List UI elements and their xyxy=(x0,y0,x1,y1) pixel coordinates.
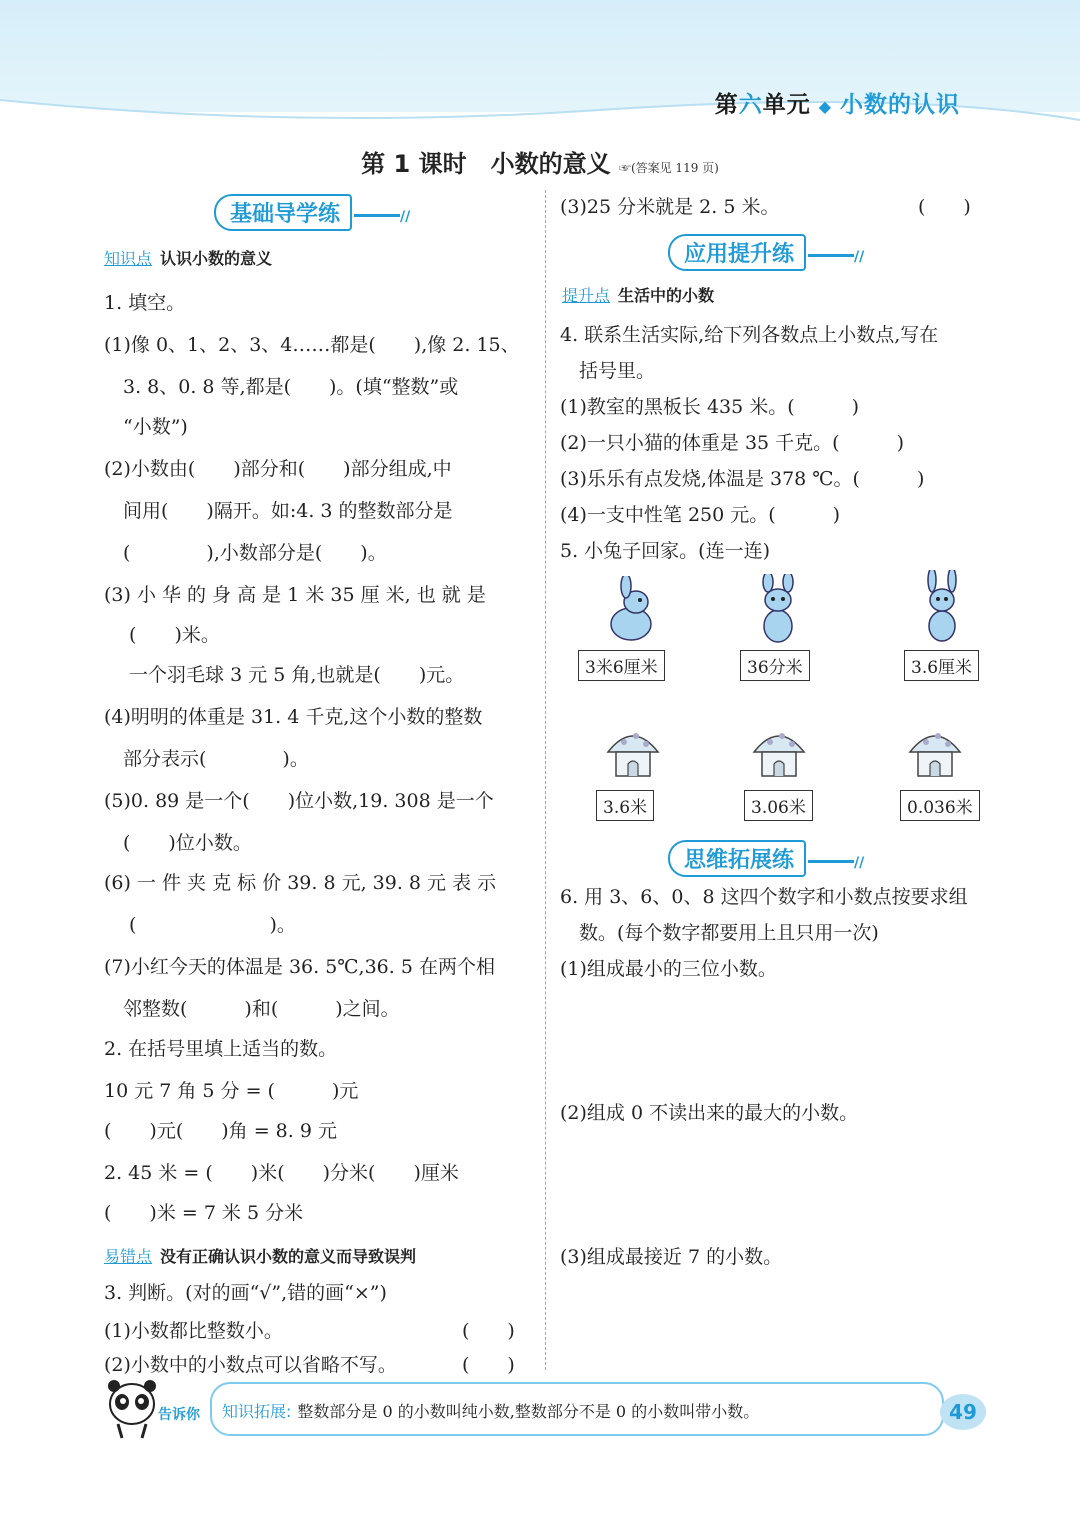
panda-mascot-icon xyxy=(104,1376,160,1440)
q6-item-1: (1)组成最小的三位小数。 xyxy=(560,958,777,980)
left-line-21: ( )元( )角 = 8. 9 元 xyxy=(104,1120,337,1142)
q6-stem-1: 6. 用 3、6、0、8 这四个数字和小数点按要求组 xyxy=(560,886,968,908)
footer-tip-label: 知识拓展: xyxy=(222,1402,292,1421)
section-applied-practice: 应用提升练 // xyxy=(668,234,864,271)
q3-item-3-answer[interactable]: ( ) xyxy=(918,196,971,218)
left-line-22: 2. 45 米 = ( )米( )分米( )厘米 xyxy=(104,1162,459,1184)
left-line-2: (1)像 0、1、2、3、4……都是( ),像 2. 15、 xyxy=(104,334,520,356)
right-line-3: (1)教室的黑板长 435 米。( ) xyxy=(560,396,860,418)
improve-tag-desc: 生活中的小数 xyxy=(618,286,715,305)
section-thinking-b: 拓展练 xyxy=(728,848,795,873)
left-line-9: ( )米。 xyxy=(104,624,220,646)
q6-item-3: (3)组成最接近 7 的小数。 xyxy=(560,1246,783,1268)
house-label-3[interactable]: 0.036米 xyxy=(900,790,980,821)
left-line-19: 2. 在括号里填上适当的数。 xyxy=(104,1038,338,1060)
house-label-1[interactable]: 3.6米 xyxy=(596,790,654,821)
q3-item-2: (2)小数中的小数点可以省略不写。 xyxy=(104,1354,397,1376)
rabbit-image-2 xyxy=(746,574,810,646)
mushroom-house-3 xyxy=(906,726,964,780)
rabbit-image-1 xyxy=(596,576,666,646)
knowledge-point-tag xyxy=(104,246,272,269)
lesson-title xyxy=(0,144,1080,179)
left-line-16: ( )。 xyxy=(104,914,296,936)
rabbit-label-2[interactable]: 36分米 xyxy=(740,650,810,681)
q3-item-1: (1)小数都比整数小。 xyxy=(104,1320,283,1342)
left-line-18: 邻整数( )和( )之间。 xyxy=(104,998,400,1020)
right-line-2: 括号里。 xyxy=(560,360,656,382)
left-line-11: (4)明明的体重是 31. 4 千克,这个小数的整数 xyxy=(104,706,483,728)
unit-title xyxy=(715,86,960,119)
error-tag-desc: 没有正确认识小数的意义而导致误判 xyxy=(160,1247,417,1266)
tell-you-label: 告诉你 xyxy=(158,1407,200,1423)
lesson-name: 第 1 课时 小数的意义 xyxy=(361,150,611,178)
left-line-17: (7)小红今天的体温是 36. 5℃,36. 5 在两个相 xyxy=(104,956,495,978)
left-line-8: (3) 小 华 的 身 高 是 1 米 35 厘 米, 也 就 是 xyxy=(104,584,486,606)
answer-reference: ☞(答案见 119 页) xyxy=(618,161,719,175)
house-label-2[interactable]: 3.06米 xyxy=(744,790,813,821)
left-line-5: (2)小数由( )部分和( )部分组成,中 xyxy=(104,458,452,480)
left-line-4: “小数”) xyxy=(104,416,188,438)
right-line-4: (2)一只小猫的体重是 35 千克。( ) xyxy=(560,432,904,454)
diamond-icon: ◆ xyxy=(818,97,832,116)
left-line-10: 一个羽毛球 3 元 5 角,也就是( )元。 xyxy=(104,664,465,686)
q3-item-3: (3)25 分米就是 2. 5 米。 xyxy=(560,196,780,218)
left-line-15: (6) 一 件 夹 克 标 价 39. 8 元, 39. 8 元 表 示 xyxy=(104,872,497,894)
section-basic-b: 导学练 xyxy=(274,202,341,227)
unit-suffix: 单元 xyxy=(762,92,811,118)
left-line-20: 10 元 7 角 5 分 = ( )元 xyxy=(104,1080,359,1102)
unit-topic: 小数的认识 xyxy=(840,92,960,118)
left-line-23: ( )米 = 7 米 5 分米 xyxy=(104,1202,304,1224)
footer-tip xyxy=(222,1399,759,1422)
error-point-tag xyxy=(104,1244,416,1267)
section-applied-b: 提升练 xyxy=(728,242,795,267)
column-divider xyxy=(545,190,546,1370)
footer-tip-text: 整数部分是 0 的小数叫纯小数,整数部分不是 0 的小数叫带小数。 xyxy=(297,1402,760,1421)
unit-number: 六 xyxy=(738,92,763,118)
left-line-6: 间用( )隔开。如:4. 3 的整数部分是 xyxy=(104,500,453,522)
rabbit-image-3 xyxy=(914,570,970,646)
section-thinking-practice: 思维拓展练 // xyxy=(668,840,864,877)
left-line-14: ( )位小数。 xyxy=(104,832,252,854)
knowledge-tag-desc: 认识小数的意义 xyxy=(160,249,273,268)
section-applied-a: 应用 xyxy=(684,242,729,267)
unit-prefix: 第 xyxy=(714,92,739,118)
left-line-3: 3. 8、0. 8 等,都是( )。(填“整数”或 xyxy=(104,376,459,398)
page-number: 49 xyxy=(940,1394,986,1430)
left-line-12: 部分表示( )。 xyxy=(104,748,309,770)
improve-tag-label: 提升点 xyxy=(562,286,611,305)
knowledge-tag-label: 知识点 xyxy=(104,249,153,268)
mushroom-house-1 xyxy=(604,726,662,780)
q3-item-1-answer[interactable]: ( ) xyxy=(462,1320,515,1342)
mushroom-house-2 xyxy=(750,726,808,780)
rabbit-label-1[interactable]: 3米6厘米 xyxy=(578,650,665,681)
rabbit-label-3[interactable]: 3.6厘米 xyxy=(904,650,979,681)
q3-item-2-answer[interactable]: ( ) xyxy=(462,1354,515,1376)
right-line-7: 5. 小兔子回家。(连一连) xyxy=(560,540,770,562)
right-line-6: (4)一支中性笔 250 元。( ) xyxy=(560,504,841,526)
left-line-7: ( ),小数部分是( )。 xyxy=(104,542,387,564)
section-basic-practice: 基础导学练 // xyxy=(214,194,410,231)
q6-item-2: (2)组成 0 不读出来的最大的小数。 xyxy=(560,1102,859,1124)
section-thinking-a: 思维 xyxy=(684,848,729,873)
improve-point-tag xyxy=(562,283,714,306)
q6-stem-2: 数。(每个数字都要用上且只用一次) xyxy=(560,922,879,944)
left-line-1: 1. 填空。 xyxy=(104,292,186,314)
section-basic-a: 基础 xyxy=(230,202,275,227)
error-tag-label: 易错点 xyxy=(104,1247,153,1266)
q3-stem: 3. 判断。(对的画“√”,错的画“×”) xyxy=(104,1282,387,1304)
right-line-1: 4. 联系生活实际,给下列各数点上小数点,写在 xyxy=(560,324,939,346)
right-line-5: (3)乐乐有点发烧,体温是 378 ℃。( ) xyxy=(560,468,925,490)
left-line-13: (5)0. 89 是一个( )位小数,19. 308 是一个 xyxy=(104,790,494,812)
